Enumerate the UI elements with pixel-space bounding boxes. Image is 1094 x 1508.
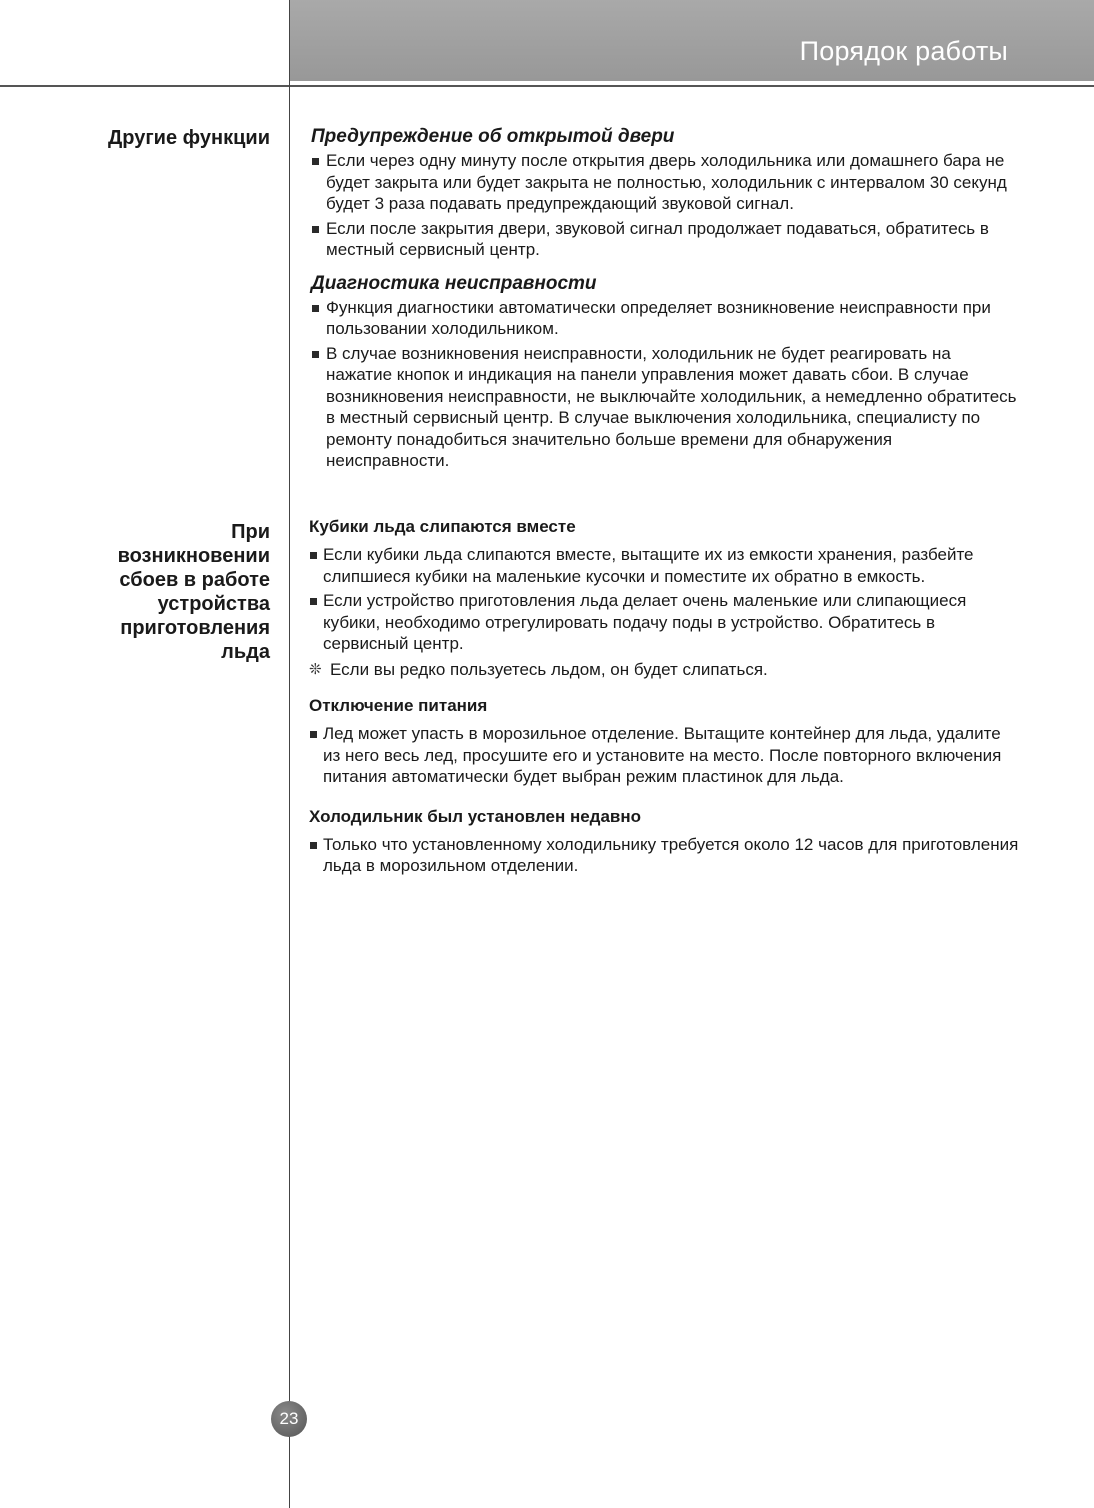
side-label-line: сбоев в работе [119, 569, 270, 591]
side-label-line: возникновении [117, 545, 270, 567]
bullet-icon [310, 731, 317, 738]
side-label-line: устройства [157, 593, 270, 615]
list-item-text: Функция диагностики автоматически определяет возникновение неисправности при пользовании холодильником. [326, 297, 991, 338]
bullet-icon [312, 305, 319, 312]
bullet-icon [310, 598, 317, 605]
list-item-text: Если после закрытия двери, звуковой сигнал продолжает подаваться, обратитесь в местный сервисный центр. [326, 218, 989, 259]
bullet-icon [312, 158, 319, 165]
list-item-text: Если устройство приготовления льда делает очень маленькие или слипающиеся кубики, необходимо отрегулировать подачу поды в устройство. Обратитесь в сервисный центр. [323, 591, 967, 653]
other-functions-content [308, 125, 1020, 475]
bullet-icon [312, 226, 319, 233]
side-label-line: приготовления [120, 617, 270, 639]
side-label-line: При [231, 521, 270, 543]
list-item-text: Если кубики льда слипаются вместе, вытащите их из емкости хранения, разбейте слипшиеся кубики на маленькие кусочки и поместите их обратно в емкость. [323, 545, 974, 586]
header-bar [290, 0, 1094, 81]
column-divider [289, 0, 290, 1508]
list-item-text: В случае возникновения неисправности, холодильник не будет реагировать на нажатие кнопок и индикация на панели управления может давать сбои. В случае возникновения неисправности, не выключайте холодильник, а немедленно обратитесь в местный сервисный центр. В случае выключения холодильника, специалисту по ремонту понадобиться значительно больше времени для обнаружения неисправности. [326, 343, 1017, 470]
side-label-line: льда [221, 641, 270, 663]
list-item-text: Лед может упасть в морозильное отделение. Вытащите контейнер для льда, удалите из него весь лед, просушите его и установите на место. После повторного включения питания автоматически будет выбран режим пластинок для льда. [323, 724, 1002, 786]
list-item [308, 590, 1020, 655]
list-item [310, 297, 1020, 340]
power-off-heading: Отключение питания [309, 696, 488, 715]
side-label-other-functions: Другие функции [108, 127, 270, 149]
list-item [308, 834, 1020, 877]
list-item [308, 544, 1020, 587]
header-rule [0, 85, 1094, 87]
page-title: Порядок работы [799, 36, 1008, 66]
spacer [308, 791, 1020, 805]
note-text: Если вы редко пользуетесь льдом, он будет слипаться. [330, 659, 768, 679]
note [308, 659, 1020, 681]
recently-installed-heading: Холодильник был установлен недавно [309, 806, 642, 826]
list-item [310, 343, 1020, 472]
spacer [308, 680, 1020, 694]
diagnostics-heading: Диагностика неисправности [311, 272, 597, 294]
bullet-icon [310, 842, 317, 849]
list-item-text: Только что установленному холодильнику требуется около 12 часов для приготовления льда в морозильном отделении. [323, 834, 1019, 875]
side-label-ice-maker [70, 520, 270, 664]
list-item-text: Если через одну минуту после открытия дверь холодильника или домашнего бара не будет закрыта или будет закрыта не полностью, холодильник с интервалом 30 секунд будет 3 раза подавать предупреждающий звуковой сигнал. [326, 151, 1007, 213]
list-item [310, 218, 1020, 261]
asterisk-icon: ❊ [309, 660, 322, 678]
ice-stuck-heading: Кубики льда слипаются вместе [309, 517, 576, 536]
list-item [310, 150, 1020, 215]
page-number: 23 [271, 1401, 307, 1437]
bullet-icon [310, 552, 317, 559]
door-alarm-heading: Предупреждение об открытой двери [311, 126, 675, 147]
spacer [308, 264, 1020, 272]
ice-maker-content [308, 515, 1020, 880]
list-item [308, 723, 1020, 788]
bullet-icon [312, 351, 319, 358]
